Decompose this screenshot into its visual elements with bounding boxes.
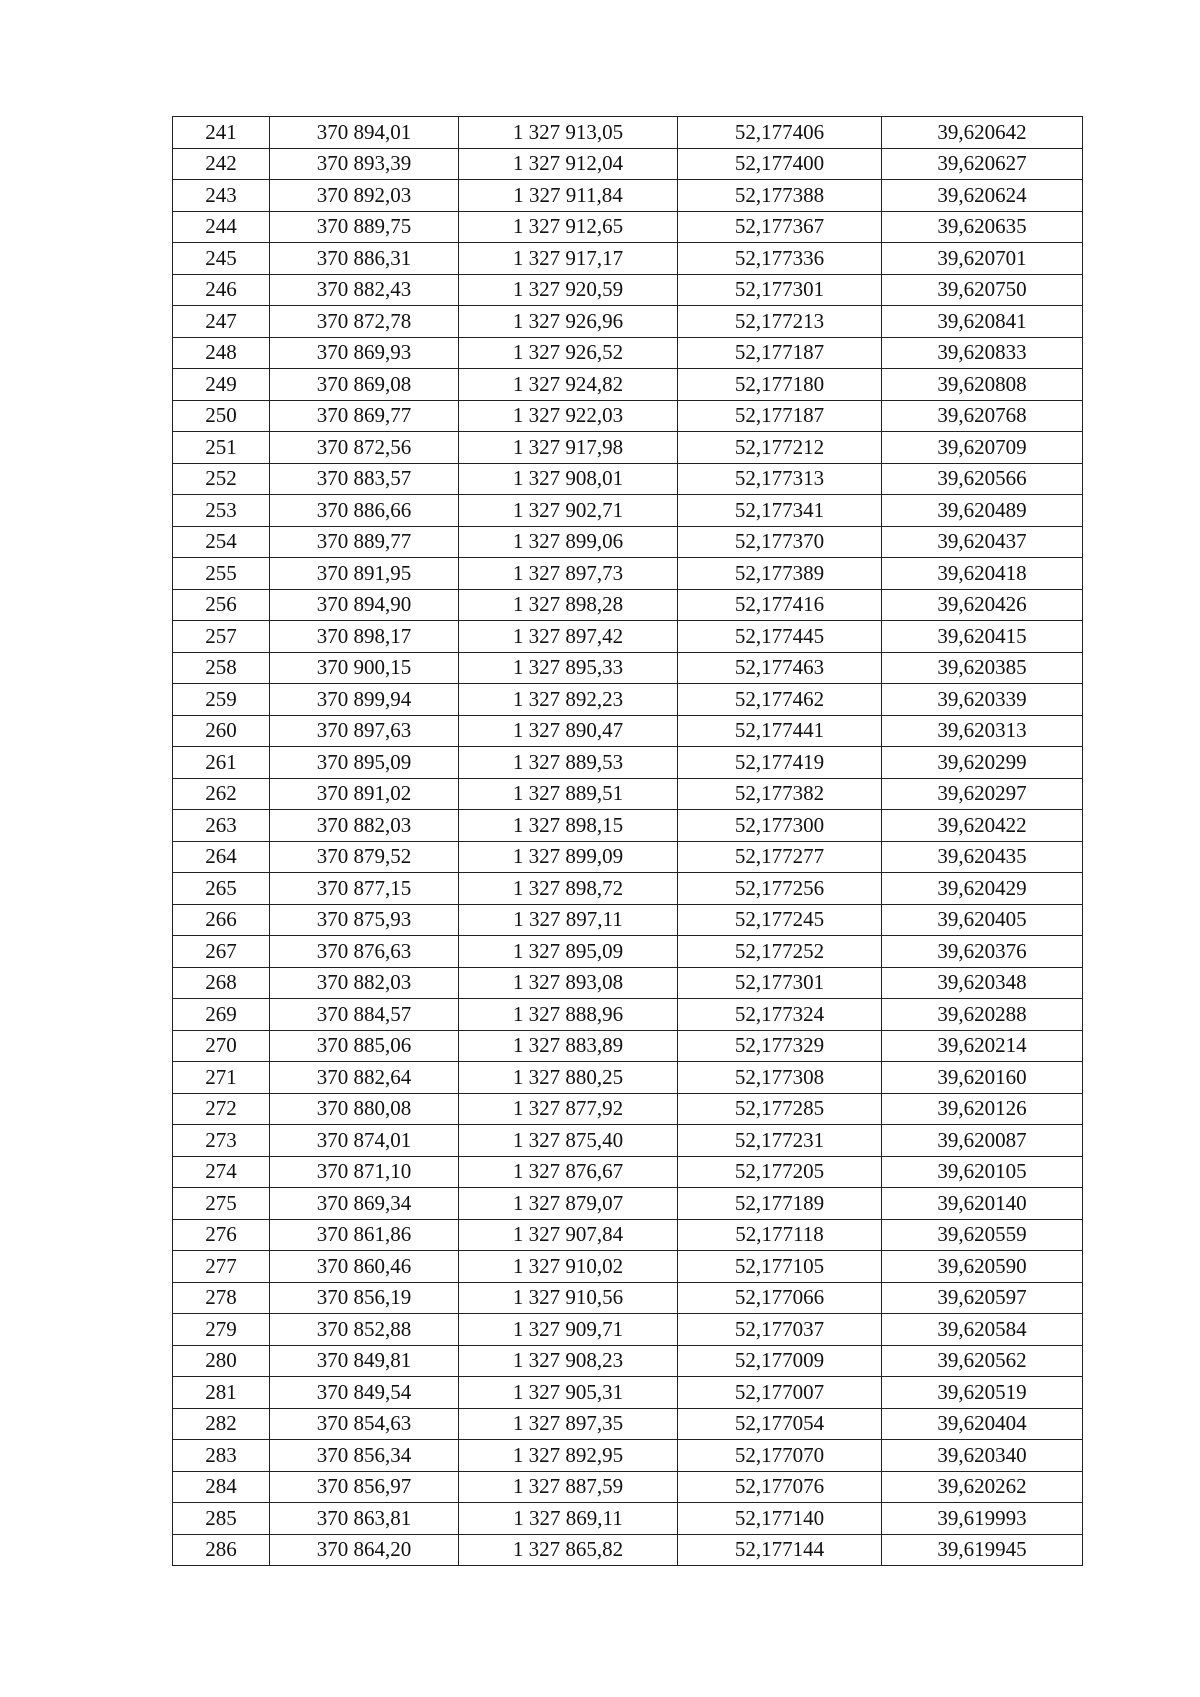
latitude-cell: 52,177105 [678,1251,882,1283]
point-number-cell: 271 [173,1062,270,1094]
point-number-cell: 275 [173,1188,270,1220]
point-number-cell: 252 [173,463,270,495]
x-coordinate-cell: 370 882,03 [270,810,459,842]
x-coordinate-cell: 370 856,97 [270,1471,459,1503]
x-coordinate-cell: 370 891,02 [270,778,459,810]
point-number-cell: 286 [173,1534,270,1566]
point-number-cell: 254 [173,526,270,558]
y-coordinate-cell: 1 327 912,04 [459,148,678,180]
y-coordinate-cell: 1 327 889,53 [459,747,678,779]
x-coordinate-cell: 370 882,64 [270,1062,459,1094]
table-row [173,558,1083,590]
y-coordinate-cell: 1 327 917,98 [459,432,678,464]
longitude-cell: 39,620376 [882,936,1083,968]
x-coordinate-cell: 370 864,20 [270,1534,459,1566]
longitude-cell: 39,620140 [882,1188,1083,1220]
latitude-cell: 52,177367 [678,211,882,243]
y-coordinate-cell: 1 327 895,09 [459,936,678,968]
latitude-cell: 52,177205 [678,1156,882,1188]
point-number-cell: 262 [173,778,270,810]
x-coordinate-cell: 370 869,93 [270,337,459,369]
x-coordinate-cell: 370 893,39 [270,148,459,180]
y-coordinate-cell: 1 327 897,73 [459,558,678,590]
latitude-cell: 52,177277 [678,841,882,873]
x-coordinate-cell: 370 872,78 [270,306,459,338]
x-coordinate-cell: 370 869,08 [270,369,459,401]
table-row [173,211,1083,243]
latitude-cell: 52,177213 [678,306,882,338]
table-row [173,337,1083,369]
x-coordinate-cell: 370 849,81 [270,1345,459,1377]
longitude-cell: 39,620262 [882,1471,1083,1503]
y-coordinate-cell: 1 327 913,05 [459,117,678,149]
x-coordinate-cell: 370 854,63 [270,1408,459,1440]
latitude-cell: 52,177140 [678,1503,882,1535]
latitude-cell: 52,177406 [678,117,882,149]
y-coordinate-cell: 1 327 924,82 [459,369,678,401]
table-row [173,1125,1083,1157]
latitude-cell: 52,177054 [678,1408,882,1440]
x-coordinate-cell: 370 869,77 [270,400,459,432]
x-coordinate-cell: 370 894,90 [270,589,459,621]
table-row [173,526,1083,558]
latitude-cell: 52,177187 [678,337,882,369]
x-coordinate-cell: 370 886,66 [270,495,459,527]
table-row [173,1062,1083,1094]
point-number-cell: 266 [173,904,270,936]
latitude-cell: 52,177076 [678,1471,882,1503]
longitude-cell: 39,620489 [882,495,1083,527]
y-coordinate-cell: 1 327 908,01 [459,463,678,495]
x-coordinate-cell: 370 882,03 [270,967,459,999]
table-row [173,1471,1083,1503]
y-coordinate-cell: 1 327 926,52 [459,337,678,369]
point-number-cell: 277 [173,1251,270,1283]
longitude-cell: 39,620624 [882,180,1083,212]
latitude-cell: 52,177313 [678,463,882,495]
y-coordinate-cell: 1 327 895,33 [459,652,678,684]
longitude-cell: 39,620768 [882,400,1083,432]
latitude-cell: 52,177336 [678,243,882,275]
y-coordinate-cell: 1 327 897,11 [459,904,678,936]
y-coordinate-cell: 1 327 897,35 [459,1408,678,1440]
longitude-cell: 39,620627 [882,148,1083,180]
x-coordinate-cell: 370 894,01 [270,117,459,149]
latitude-cell: 52,177037 [678,1314,882,1346]
longitude-cell: 39,620701 [882,243,1083,275]
x-coordinate-cell: 370 871,10 [270,1156,459,1188]
longitude-cell: 39,620559 [882,1219,1083,1251]
table-row [173,1188,1083,1220]
table-row [173,117,1083,149]
table-row [173,1345,1083,1377]
y-coordinate-cell: 1 327 917,17 [459,243,678,275]
y-coordinate-cell: 1 327 883,89 [459,1030,678,1062]
point-number-cell: 242 [173,148,270,180]
y-coordinate-cell: 1 327 865,82 [459,1534,678,1566]
y-coordinate-cell: 1 327 880,25 [459,1062,678,1094]
longitude-cell: 39,620841 [882,306,1083,338]
x-coordinate-cell: 370 900,15 [270,652,459,684]
table-row [173,1440,1083,1472]
point-number-cell: 272 [173,1093,270,1125]
longitude-cell: 39,620597 [882,1282,1083,1314]
table-row [173,495,1083,527]
latitude-cell: 52,177382 [678,778,882,810]
longitude-cell: 39,619945 [882,1534,1083,1566]
point-number-cell: 253 [173,495,270,527]
point-number-cell: 245 [173,243,270,275]
longitude-cell: 39,620635 [882,211,1083,243]
x-coordinate-cell: 370 899,94 [270,684,459,716]
latitude-cell: 52,177445 [678,621,882,653]
x-coordinate-cell: 370 897,63 [270,715,459,747]
y-coordinate-cell: 1 327 875,40 [459,1125,678,1157]
latitude-cell: 52,177180 [678,369,882,401]
latitude-cell: 52,177419 [678,747,882,779]
x-coordinate-cell: 370 874,01 [270,1125,459,1157]
y-coordinate-cell: 1 327 879,07 [459,1188,678,1220]
table-row [173,589,1083,621]
y-coordinate-cell: 1 327 898,28 [459,589,678,621]
point-number-cell: 244 [173,211,270,243]
x-coordinate-cell: 370 891,95 [270,558,459,590]
latitude-cell: 52,177187 [678,400,882,432]
table-row [173,652,1083,684]
x-coordinate-cell: 370 852,88 [270,1314,459,1346]
y-coordinate-cell: 1 327 869,11 [459,1503,678,1535]
x-coordinate-cell: 370 875,93 [270,904,459,936]
y-coordinate-cell: 1 327 926,96 [459,306,678,338]
longitude-cell: 39,619993 [882,1503,1083,1535]
y-coordinate-cell: 1 327 905,31 [459,1377,678,1409]
table-row [173,967,1083,999]
point-number-cell: 256 [173,589,270,621]
latitude-cell: 52,177388 [678,180,882,212]
latitude-cell: 52,177070 [678,1440,882,1472]
longitude-cell: 39,620435 [882,841,1083,873]
point-number-cell: 261 [173,747,270,779]
longitude-cell: 39,620519 [882,1377,1083,1409]
latitude-cell: 52,177007 [678,1377,882,1409]
latitude-cell: 52,177245 [678,904,882,936]
latitude-cell: 52,177463 [678,652,882,684]
table-row [173,274,1083,306]
longitude-cell: 39,620429 [882,873,1083,905]
latitude-cell: 52,177252 [678,936,882,968]
x-coordinate-cell: 370 860,46 [270,1251,459,1283]
latitude-cell: 52,177324 [678,999,882,1031]
point-number-cell: 285 [173,1503,270,1535]
point-number-cell: 284 [173,1471,270,1503]
point-number-cell: 280 [173,1345,270,1377]
table-row [173,148,1083,180]
y-coordinate-cell: 1 327 888,96 [459,999,678,1031]
table-row [173,747,1083,779]
y-coordinate-cell: 1 327 889,51 [459,778,678,810]
longitude-cell: 39,620418 [882,558,1083,590]
y-coordinate-cell: 1 327 890,47 [459,715,678,747]
latitude-cell: 52,177416 [678,589,882,621]
latitude-cell: 52,177009 [678,1345,882,1377]
longitude-cell: 39,620426 [882,589,1083,621]
x-coordinate-cell: 370 872,56 [270,432,459,464]
y-coordinate-cell: 1 327 909,71 [459,1314,678,1346]
point-number-cell: 248 [173,337,270,369]
table-row [173,1093,1083,1125]
y-coordinate-cell: 1 327 887,59 [459,1471,678,1503]
latitude-cell: 52,177301 [678,274,882,306]
point-number-cell: 241 [173,117,270,149]
latitude-cell: 52,177189 [678,1188,882,1220]
longitude-cell: 39,620566 [882,463,1083,495]
y-coordinate-cell: 1 327 910,02 [459,1251,678,1283]
table-row [173,369,1083,401]
point-number-cell: 259 [173,684,270,716]
latitude-cell: 52,177441 [678,715,882,747]
latitude-cell: 52,177341 [678,495,882,527]
point-number-cell: 257 [173,621,270,653]
longitude-cell: 39,620833 [882,337,1083,369]
longitude-cell: 39,620340 [882,1440,1083,1472]
point-number-cell: 274 [173,1156,270,1188]
longitude-cell: 39,620214 [882,1030,1083,1062]
point-number-cell: 273 [173,1125,270,1157]
x-coordinate-cell: 370 884,57 [270,999,459,1031]
y-coordinate-cell: 1 327 892,23 [459,684,678,716]
y-coordinate-cell: 1 327 902,71 [459,495,678,527]
latitude-cell: 52,177462 [678,684,882,716]
x-coordinate-cell: 370 869,34 [270,1188,459,1220]
table-row [173,306,1083,338]
point-number-cell: 267 [173,936,270,968]
latitude-cell: 52,177118 [678,1219,882,1251]
y-coordinate-cell: 1 327 920,59 [459,274,678,306]
y-coordinate-cell: 1 327 899,06 [459,526,678,558]
table-row [173,1534,1083,1566]
x-coordinate-cell: 370 886,31 [270,243,459,275]
table-row [173,999,1083,1031]
table-row [173,1503,1083,1535]
y-coordinate-cell: 1 327 898,15 [459,810,678,842]
point-number-cell: 246 [173,274,270,306]
point-number-cell: 247 [173,306,270,338]
y-coordinate-cell: 1 327 898,72 [459,873,678,905]
latitude-cell: 52,177329 [678,1030,882,1062]
latitude-cell: 52,177231 [678,1125,882,1157]
table-row [173,1377,1083,1409]
point-number-cell: 276 [173,1219,270,1251]
point-number-cell: 281 [173,1377,270,1409]
x-coordinate-cell: 370 889,77 [270,526,459,558]
table-row [173,810,1083,842]
longitude-cell: 39,620590 [882,1251,1083,1283]
y-coordinate-cell: 1 327 908,23 [459,1345,678,1377]
x-coordinate-cell: 370 898,17 [270,621,459,653]
longitude-cell: 39,620299 [882,747,1083,779]
table-row [173,778,1083,810]
longitude-cell: 39,620642 [882,117,1083,149]
x-coordinate-cell: 370 861,86 [270,1219,459,1251]
table-row [173,904,1083,936]
x-coordinate-cell: 370 880,08 [270,1093,459,1125]
longitude-cell: 39,620087 [882,1125,1083,1157]
table-row [173,936,1083,968]
point-number-cell: 279 [173,1314,270,1346]
longitude-cell: 39,620405 [882,904,1083,936]
longitude-cell: 39,620339 [882,684,1083,716]
coordinates-table-body [173,117,1083,1566]
longitude-cell: 39,620288 [882,999,1083,1031]
y-coordinate-cell: 1 327 911,84 [459,180,678,212]
x-coordinate-cell: 370 892,03 [270,180,459,212]
longitude-cell: 39,620808 [882,369,1083,401]
y-coordinate-cell: 1 327 912,65 [459,211,678,243]
table-row [173,432,1083,464]
table-row [173,1251,1083,1283]
latitude-cell: 52,177370 [678,526,882,558]
table-row [173,684,1083,716]
point-number-cell: 255 [173,558,270,590]
table-row [173,873,1083,905]
latitude-cell: 52,177144 [678,1534,882,1566]
longitude-cell: 39,620415 [882,621,1083,653]
table-row [173,400,1083,432]
longitude-cell: 39,620437 [882,526,1083,558]
y-coordinate-cell: 1 327 907,84 [459,1219,678,1251]
longitude-cell: 39,620422 [882,810,1083,842]
table-row [173,715,1083,747]
x-coordinate-cell: 370 895,09 [270,747,459,779]
table-row [173,1314,1083,1346]
longitude-cell: 39,620297 [882,778,1083,810]
longitude-cell: 39,620313 [882,715,1083,747]
latitude-cell: 52,177256 [678,873,882,905]
latitude-cell: 52,177066 [678,1282,882,1314]
y-coordinate-cell: 1 327 876,67 [459,1156,678,1188]
table-row [173,1030,1083,1062]
longitude-cell: 39,620160 [882,1062,1083,1094]
latitude-cell: 52,177285 [678,1093,882,1125]
point-number-cell: 251 [173,432,270,464]
point-number-cell: 249 [173,369,270,401]
y-coordinate-cell: 1 327 910,56 [459,1282,678,1314]
point-number-cell: 263 [173,810,270,842]
longitude-cell: 39,620404 [882,1408,1083,1440]
point-number-cell: 270 [173,1030,270,1062]
y-coordinate-cell: 1 327 922,03 [459,400,678,432]
table-row [173,1156,1083,1188]
longitude-cell: 39,620750 [882,274,1083,306]
latitude-cell: 52,177300 [678,810,882,842]
table-row [173,463,1083,495]
x-coordinate-cell: 370 849,54 [270,1377,459,1409]
longitude-cell: 39,620584 [882,1314,1083,1346]
x-coordinate-cell: 370 876,63 [270,936,459,968]
point-number-cell: 243 [173,180,270,212]
x-coordinate-cell: 370 863,81 [270,1503,459,1535]
latitude-cell: 52,177301 [678,967,882,999]
longitude-cell: 39,620385 [882,652,1083,684]
y-coordinate-cell: 1 327 897,42 [459,621,678,653]
point-number-cell: 264 [173,841,270,873]
latitude-cell: 52,177400 [678,148,882,180]
x-coordinate-cell: 370 883,57 [270,463,459,495]
point-number-cell: 268 [173,967,270,999]
point-number-cell: 278 [173,1282,270,1314]
point-number-cell: 283 [173,1440,270,1472]
latitude-cell: 52,177212 [678,432,882,464]
table-row [173,243,1083,275]
x-coordinate-cell: 370 889,75 [270,211,459,243]
point-number-cell: 260 [173,715,270,747]
x-coordinate-cell: 370 856,34 [270,1440,459,1472]
table-row [173,841,1083,873]
longitude-cell: 39,620562 [882,1345,1083,1377]
point-number-cell: 282 [173,1408,270,1440]
y-coordinate-cell: 1 327 877,92 [459,1093,678,1125]
table-row [173,1219,1083,1251]
latitude-cell: 52,177308 [678,1062,882,1094]
table-row [173,621,1083,653]
point-number-cell: 269 [173,999,270,1031]
y-coordinate-cell: 1 327 893,08 [459,967,678,999]
coordinates-table [172,116,1083,1566]
table-row [173,1282,1083,1314]
y-coordinate-cell: 1 327 899,09 [459,841,678,873]
x-coordinate-cell: 370 882,43 [270,274,459,306]
x-coordinate-cell: 370 877,15 [270,873,459,905]
x-coordinate-cell: 370 879,52 [270,841,459,873]
x-coordinate-cell: 370 885,06 [270,1030,459,1062]
longitude-cell: 39,620348 [882,967,1083,999]
longitude-cell: 39,620709 [882,432,1083,464]
table-row [173,1408,1083,1440]
point-number-cell: 265 [173,873,270,905]
table-row [173,180,1083,212]
latitude-cell: 52,177389 [678,558,882,590]
y-coordinate-cell: 1 327 892,95 [459,1440,678,1472]
longitude-cell: 39,620105 [882,1156,1083,1188]
point-number-cell: 250 [173,400,270,432]
longitude-cell: 39,620126 [882,1093,1083,1125]
point-number-cell: 258 [173,652,270,684]
x-coordinate-cell: 370 856,19 [270,1282,459,1314]
